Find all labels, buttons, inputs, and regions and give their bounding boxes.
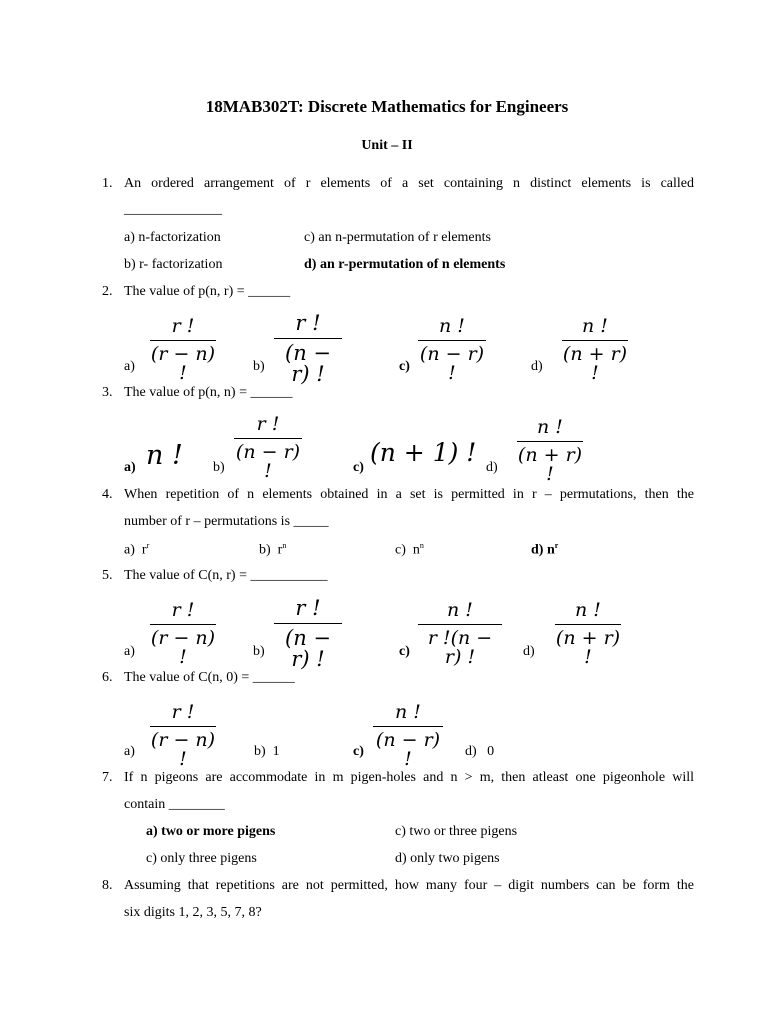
option-a-label: a) (124, 359, 135, 374)
exponent: n (419, 541, 424, 550)
answer-blank: ______________ (124, 202, 222, 217)
option-c-label-correct: c) (399, 644, 410, 659)
option-b-fraction (234, 415, 302, 481)
exponent: n (282, 541, 287, 550)
option-d-label: d) (531, 359, 543, 374)
numerator: n ! (537, 416, 563, 438)
option-d-correct: d) an r-permutation of n elements (304, 257, 506, 272)
option-c-label-correct: c) (399, 359, 410, 374)
numerator: r ! (171, 701, 195, 723)
option-d-label: d) (523, 644, 535, 659)
question-text: number of r – permutations is _____ (124, 514, 329, 529)
document-title: 18MAB302T: Discrete Mathematics for Engineers (205, 97, 569, 116)
unit-heading: Unit – II (361, 138, 413, 153)
option-a-correct: a) two or more pigens (146, 824, 276, 839)
denominator: (n + r) ! (517, 441, 583, 484)
option-d-correct (531, 542, 558, 558)
denominator: (n − r) ! (234, 438, 302, 481)
numerator: n ! (447, 599, 473, 621)
option-b-label: b) (213, 460, 225, 475)
question-number: 5. (102, 568, 113, 583)
option-a-fraction (150, 703, 216, 769)
question-text: If n pigeons are accommodate in m pigen-holes and n > m, then atleast one pigeonhole will (124, 770, 694, 785)
question-text: An ordered arrangement of r elements of a set containing n distinct elements is called (124, 176, 694, 191)
denominator: (n + r) ! (555, 624, 621, 667)
numerator: n ! (395, 701, 421, 723)
numerator: r ! (256, 413, 280, 435)
question-text: The value of p(n, r) = ______ (124, 284, 291, 299)
option-c: c) an n-permutation of r elements (304, 230, 491, 245)
question-text: The value of C(n, 0) = ______ (124, 670, 295, 685)
option-c-fraction (373, 703, 443, 769)
denominator: (n − r) ! (274, 338, 342, 385)
question-text: The value of p(n, n) = ______ (124, 385, 293, 400)
option-b-label: b) (253, 359, 265, 374)
option-label: d) n (531, 542, 555, 558)
option-b-fraction (274, 313, 342, 385)
question-text: The value of C(n, r) = ___________ (124, 568, 328, 583)
question-text: six digits 1, 2, 3, 5, 7, 8? (124, 905, 262, 920)
denominator: r !(n − r) ! (418, 624, 502, 667)
question-text: When repetition of n elements obtained in a set is permitted in r – permutations, then the (124, 487, 694, 502)
denominator: (n − r) ! (373, 726, 443, 769)
option-value: 1 (272, 744, 280, 759)
option-a-expression: n ! (146, 440, 183, 471)
denominator: (n + r) ! (562, 340, 628, 383)
denominator: (r − n) ! (150, 340, 216, 383)
option-b-label: b) (253, 644, 265, 659)
numerator: r ! (295, 311, 321, 335)
option-a-label: a) (124, 644, 135, 659)
option-c-fraction (418, 317, 486, 383)
base: r (277, 542, 283, 558)
question-number: 2. (102, 284, 113, 299)
option-a: a) n-factorization (124, 230, 221, 245)
numerator: r ! (171, 599, 195, 621)
option-a (124, 542, 149, 558)
exponent: r (146, 541, 150, 550)
option-d: d) only two pigens (395, 851, 500, 866)
option-d-fraction (555, 601, 621, 667)
question-text: Assuming that repetitions are not permitted, how many four – digit numbers can be form the (124, 878, 694, 893)
option-b-correct (254, 745, 280, 759)
numerator: n ! (575, 599, 601, 621)
option-d-fraction (517, 418, 583, 484)
numerator: r ! (171, 315, 195, 337)
option-a-fraction (150, 317, 216, 383)
option-c-label: c) (353, 460, 364, 475)
denominator: (n − r) ! (274, 623, 342, 670)
option-label: a) (124, 542, 135, 558)
option-label: b) (254, 744, 266, 759)
base: n (412, 542, 420, 558)
option-b (259, 542, 286, 558)
exponent: r (554, 541, 559, 550)
denominator: (r − n) ! (150, 726, 216, 769)
numerator: n ! (582, 315, 608, 337)
question-number: 4. (102, 487, 113, 502)
base: r (141, 542, 147, 558)
option-a-label-correct: a) (124, 460, 136, 475)
option-value: 0 (487, 744, 495, 759)
option-c-label: c) (353, 744, 364, 759)
question-number: 3. (102, 385, 113, 400)
numerator: n ! (439, 315, 465, 337)
numerator: r ! (295, 596, 321, 620)
question-number: 7. (102, 770, 113, 785)
option-a-fraction (150, 601, 216, 667)
option-c: c) only three pigens (146, 851, 257, 866)
option-label: b) (259, 542, 271, 558)
question-number: 6. (102, 670, 113, 685)
option-c-expression: (n + 1) ! (370, 438, 477, 467)
option-d-fraction (562, 317, 628, 383)
question-text: contain ________ (124, 797, 225, 812)
question-number: 1. (102, 176, 113, 191)
option-d (465, 745, 494, 759)
option-c (395, 542, 424, 558)
question-number: 8. (102, 878, 113, 893)
option-a-label: a) (124, 744, 135, 759)
option-d-label: d) (486, 460, 498, 475)
option-c-fraction (418, 601, 502, 667)
option-b: b) r- factorization (124, 257, 223, 272)
option-label: c) (395, 542, 406, 558)
option-label: d) (465, 744, 477, 759)
denominator: (r − n) ! (150, 624, 216, 667)
denominator: (n − r) ! (418, 340, 486, 383)
option-b-fraction (274, 598, 342, 670)
option-b: c) two or three pigens (395, 824, 518, 839)
